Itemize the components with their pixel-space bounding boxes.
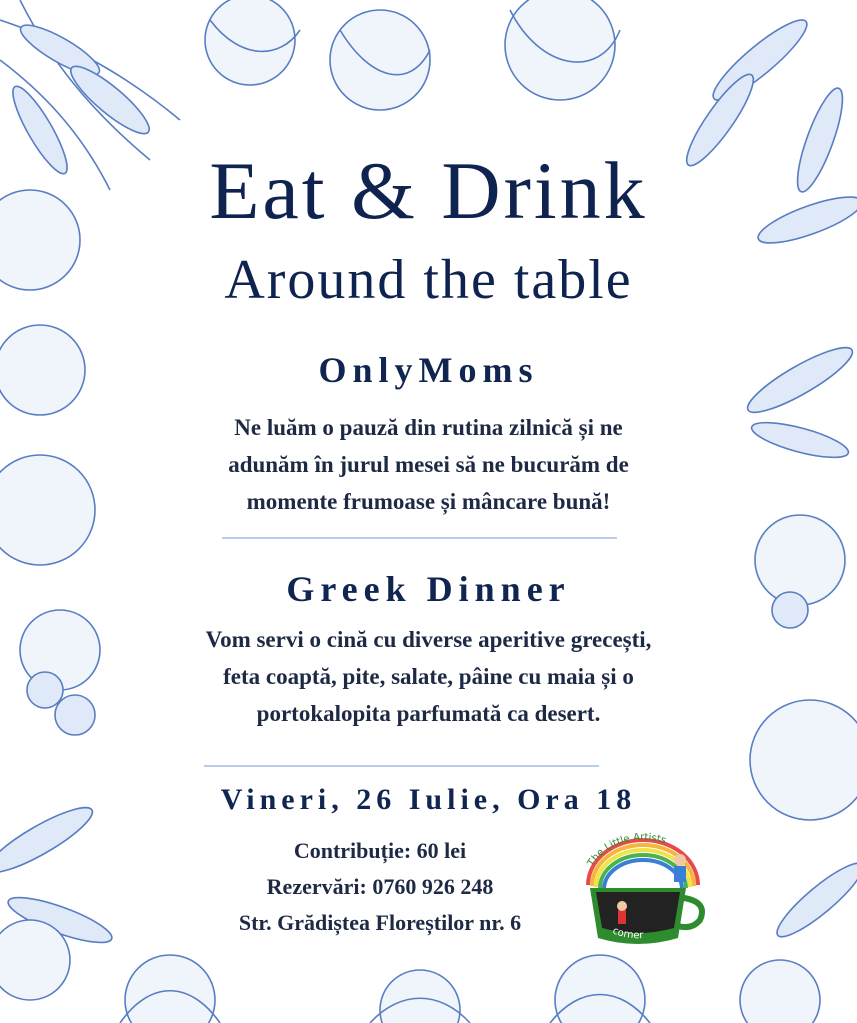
description-line: momente frumoase și mâncare bună! bbox=[246, 489, 611, 514]
logo-top-text: The Little Artists bbox=[585, 831, 668, 869]
section-description-greek-dinner bbox=[0, 621, 857, 732]
logo-bottom-text: corner bbox=[610, 925, 644, 942]
little-artists-corner-logo bbox=[568, 830, 718, 950]
description-line: Vom servi o cină cu diverse aperitive grecești, bbox=[205, 627, 652, 652]
description-line: adunăm în jurul mesei să ne bucurăm de bbox=[228, 452, 629, 477]
event-subtitle: Around the table bbox=[224, 249, 633, 311]
description-line: Ne luăm o pauză din rutina zilnică și ne bbox=[234, 415, 623, 440]
description-line: feta coaptă, pite, salate, pâine cu maia și o bbox=[223, 664, 634, 689]
section-heading-onlymoms: OnlyMoms bbox=[318, 350, 539, 390]
address-text: Str. Grădiștea Floreștilor nr. 6 bbox=[238, 910, 522, 935]
event-title: Eat & Drink bbox=[209, 145, 648, 236]
section-description-onlymoms bbox=[0, 409, 857, 520]
event-date: Vineri, 26 Iulie, Ora 18 bbox=[220, 783, 637, 816]
reservations-text: Rezervări: 0760 926 248 bbox=[266, 874, 494, 899]
description-line: portokalopita parfumată ca desert. bbox=[256, 701, 601, 726]
divider bbox=[222, 537, 617, 539]
contribution-text: Contribuție: 60 lei bbox=[293, 838, 467, 863]
divider bbox=[204, 765, 599, 767]
section-heading-greek-dinner: Greek Dinner bbox=[286, 569, 571, 609]
